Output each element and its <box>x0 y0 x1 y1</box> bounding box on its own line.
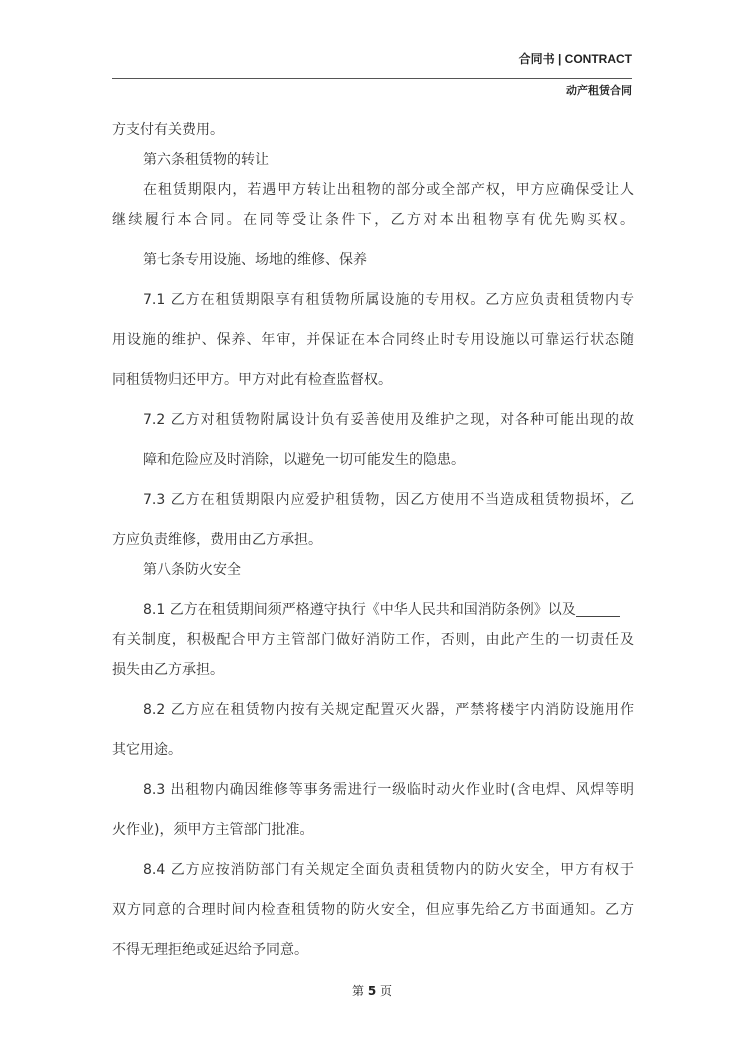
text-line: 障和危险应及时消除，以避免一切可能发生的隐患。 <box>143 452 465 468</box>
section-heading-7: 第七条专用设施、场地的维修、保养 <box>143 252 367 268</box>
text-line <box>112 596 634 625</box>
text-line: 8.3 出租物内确因维修等事务需进行一级临时动火作业时(含电焊、风焊等明 <box>143 782 634 798</box>
text-line: 8.1 乙方在租赁期间须严格遵守执行《中华人民共和国消防条例》以及 <box>143 602 576 618</box>
text-line: 火作业)，须甲方主管部门批准。 <box>112 822 314 838</box>
text-line: 7.3 乙方在租赁期限内应爱护租赁物，因乙方使用不当造成租赁物损坏，乙 <box>143 492 634 508</box>
text-line: 8.2 乙方应在租赁物内按有关规定配置灭火器，严禁将楼宇内消防设施用作 <box>143 702 634 718</box>
section-heading-8: 第八条防火安全 <box>143 562 241 578</box>
text-line: 双方同意的合理时间内检查租赁物的防火安全，但应事先给乙方书面通知。乙方 <box>112 902 634 918</box>
header-subtitle: 动产租赁合同 <box>566 84 632 97</box>
header-title: 合同书 | CONTRACT <box>518 52 632 66</box>
text-line: 继续履行本合同。在同等受让条件下，乙方对本出租物享有优先购买权。 <box>112 212 634 228</box>
document-body <box>112 116 634 965</box>
blank-underline <box>576 602 620 617</box>
page-number-suffix: 页 <box>380 984 393 998</box>
text-line: 用设施的维护、保养、年审，并保证在本合同终止时专用设施以可靠运行状态随 <box>112 332 634 348</box>
text-line: 有关制度，积极配合甲方主管部门做好消防工作，否则，由此产生的一切责任及 <box>112 632 634 648</box>
text-line: 其它用途。 <box>112 742 182 758</box>
text-line: 不得无理拒绝或延迟给予同意。 <box>112 942 308 958</box>
page-number-prefix: 第 <box>351 984 364 998</box>
text-line: 7.2 乙方对租赁物附属设计负有妥善使用及维护之现，对各种可能出现的故 <box>143 412 634 428</box>
text-line: 方支付有关费用。 <box>112 122 224 138</box>
page-number: 5 <box>367 984 377 998</box>
text-line: 同租赁物归还甲方。甲方对此有检查监督权。 <box>112 372 392 388</box>
text-line: 7.1 乙方在租赁期限享有租赁物所属设施的专用权。乙方应负责租赁物内专 <box>143 292 634 308</box>
text-line: 在租赁期限内，若遇甲方转让出租物的部分或全部产权，甲方应确保受让人 <box>143 182 634 198</box>
page-footer <box>0 982 744 999</box>
text-line: 8.4 乙方应按消防部门有关规定全面负责租赁物内的防火安全，甲方有权于 <box>143 862 634 878</box>
section-heading-6: 第六条租赁物的转让 <box>143 152 269 168</box>
header-divider <box>112 78 632 79</box>
text-line: 方应负责维修，费用由乙方承担。 <box>112 532 322 548</box>
text-line: 损失由乙方承担。 <box>112 662 224 678</box>
